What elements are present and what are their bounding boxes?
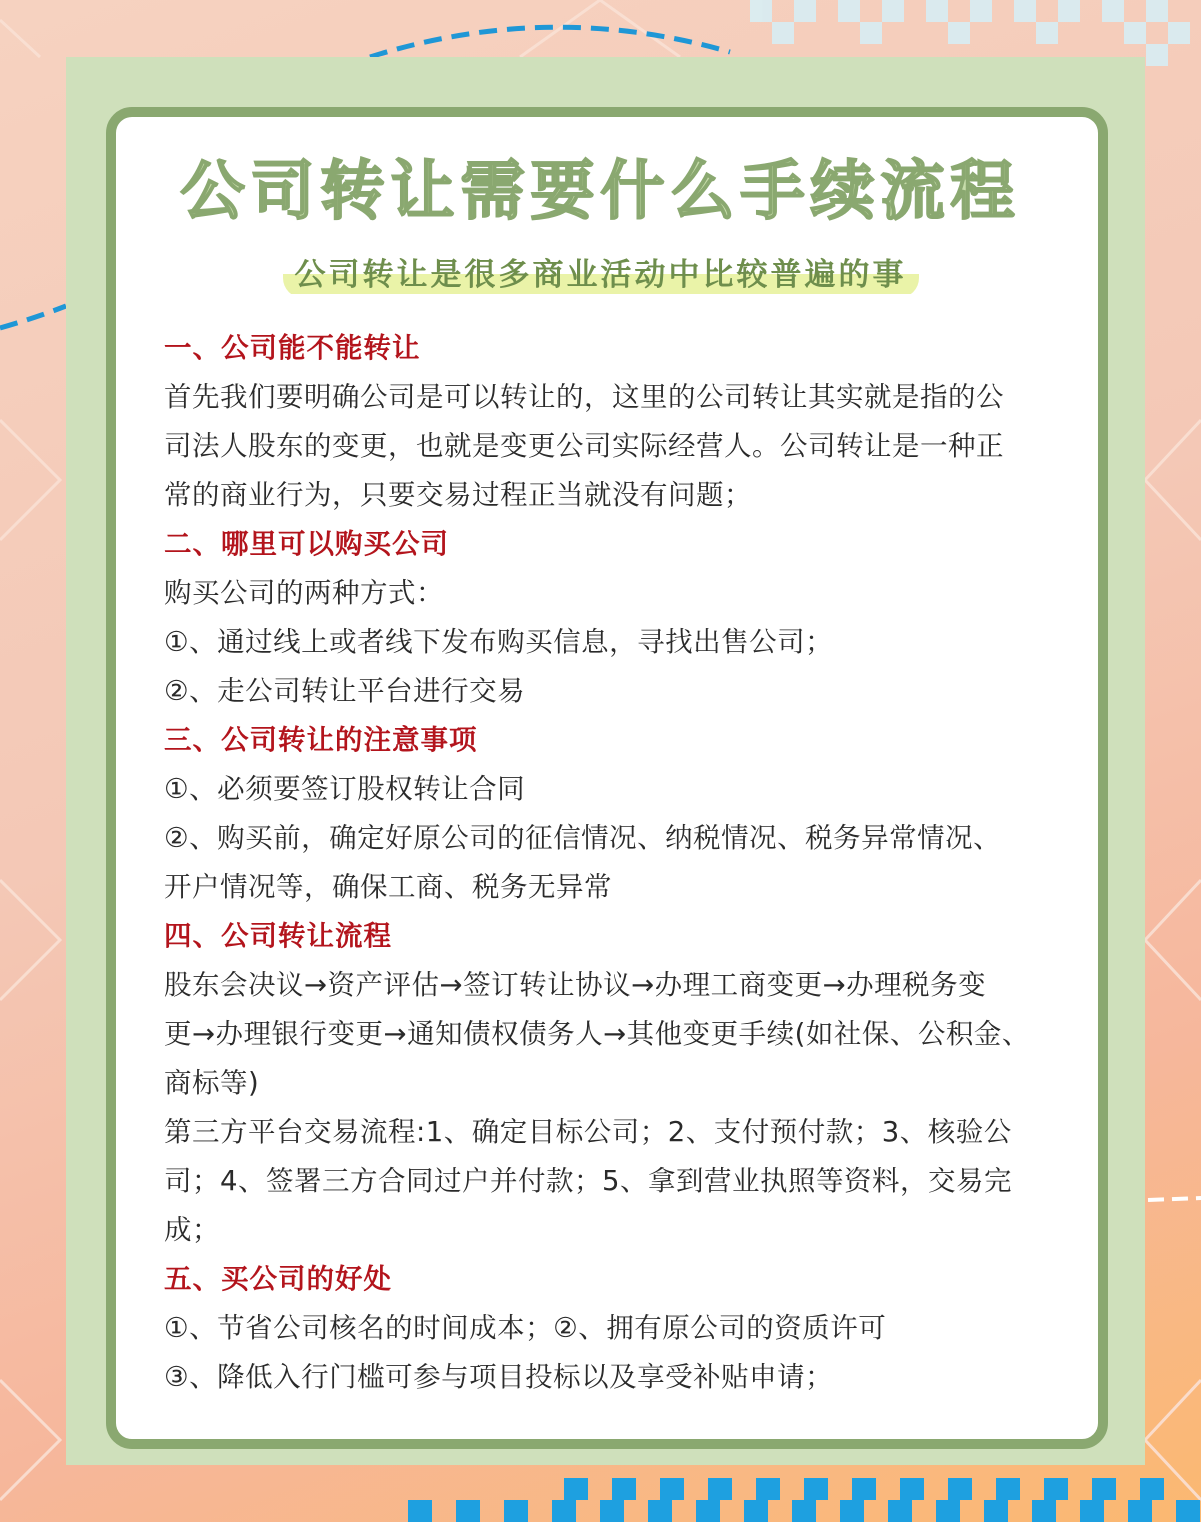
body-text-line: 成； — [164, 1214, 220, 1246]
body-text-line: 司法人股东的变更，也就是变更公司实际经营人。公司转让是一种正 — [164, 430, 1004, 462]
body-text-line: 股东会决议→资产评估→签订转让协议→办理工商变更→办理税务变 — [164, 969, 987, 1001]
page-title: 公司转让需要什么手续流程 — [180, 155, 1021, 229]
body-text-line: 购买公司的两种方式： — [164, 577, 444, 609]
body-text-line: 司；4、签署三方合同过户并付款；5、拿到营业执照等资料，交易完 — [164, 1165, 1012, 1197]
body-text-line: ①、必须要签订股权转让合同 — [164, 773, 526, 805]
page-subtitle: 公司转让是很多商业活动中比较普遍的事 — [283, 250, 919, 298]
subtitle-wrapper — [0, 250, 1201, 298]
section-heading: 四、公司转让流程 — [164, 920, 392, 952]
body-text-line: ①、通过线上或者线下发布购买信息，寻找出售公司； — [164, 626, 834, 658]
section-heading: 一、公司能不能转让 — [164, 332, 421, 364]
article-body — [164, 324, 1074, 1402]
body-text-line: ②、购买前，确定好原公司的征信情况、纳税情况、税务异常情况、 — [164, 822, 1002, 854]
body-text-line: 更→办理银行变更→通知债权债务人→其他变更手续(如社保、公积金、 — [164, 1018, 1030, 1050]
section-heading: 三、公司转让的注意事项 — [164, 724, 478, 756]
body-text-line: 开户情况等，确保工商、税务无异常 — [164, 871, 612, 903]
body-text-line: 首先我们要明确公司是可以转让的，这里的公司转让其实就是指的公 — [164, 381, 1004, 413]
body-text-line: 常的商业行为，只要交易过程正当就没有问题； — [164, 479, 752, 511]
body-text-line: 商标等) — [164, 1067, 260, 1099]
section-heading: 二、哪里可以购买公司 — [164, 528, 449, 560]
section-heading: 五、买公司的好处 — [164, 1263, 392, 1295]
body-text-line: ①、节省公司核名的时间成本；②、拥有原公司的资质许可 — [164, 1312, 887, 1344]
body-text-line: ③、降低入行门槛可参与项目投标以及享受补贴申请； — [164, 1361, 834, 1393]
body-text-line: ②、走公司转让平台进行交易 — [164, 675, 526, 707]
body-text-line: 第三方平台交易流程:1、确定目标公司；2、支付预付款；3、核验公 — [164, 1116, 1012, 1148]
